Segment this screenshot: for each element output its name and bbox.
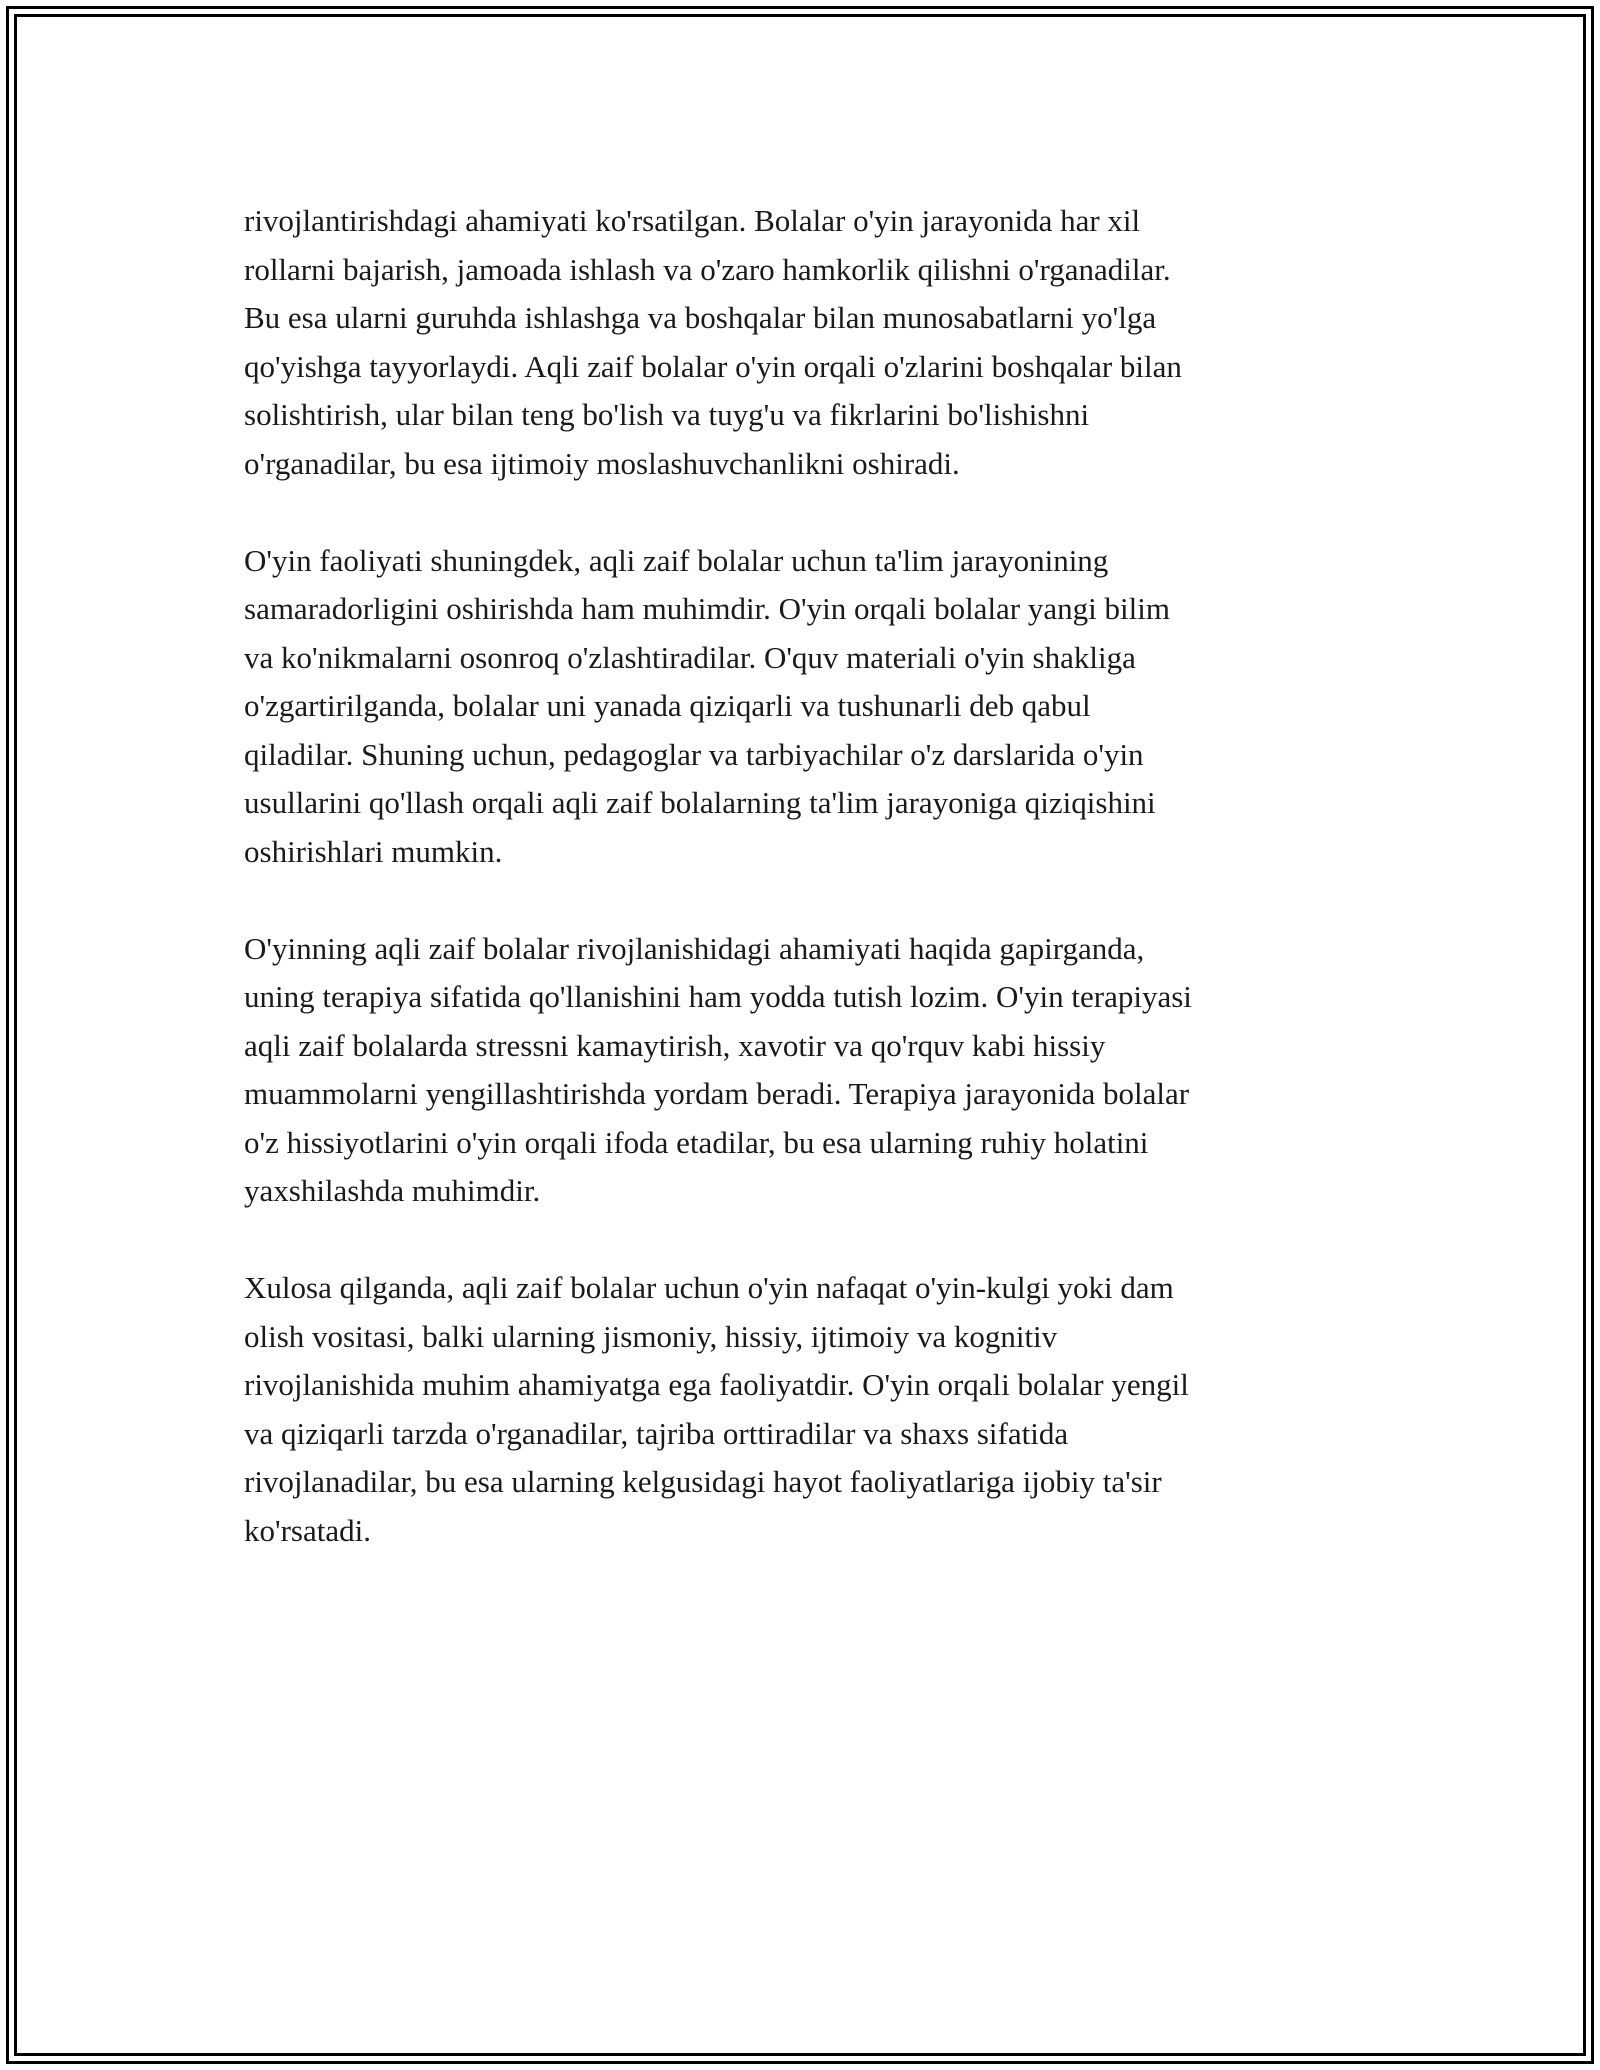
paragraph-3: O'yinning aqli zaif bolalar rivojlanishidagi ahamiyati haqida gapirganda, uning terapiya sifatida qo'llanishini ham yodda tutish lozim. O'yin terapiyasi aqli zaif bolalarda stressni kamaytirish, xavotir va qo'rquv kabi hissiy muammolarni yengillashtirishda yordam beradi. Terapiya jarayonida bolalar o'z hissiyotlarini o'yin orqali ifoda etadilar, bu esa ularning ruhiy holatini yaxshilashda muhimdir.: [244, 930, 1192, 1208]
paragraph-1: rivojlantirishdagi ahamiyati ko'rsatilgan. Bolalar o'yin jarayonida har xil rollarni bajarish, jamoada ishlash va o'zaro hamkorlik qilishni o'rganadilar. Bu esa ularni guruhda ishlashga va boshqalar bilan munosabatlarni yo'lga qo'yishga tayyorlaydi. Aqli zaif bolalar o'yin orqali o'zlarini boshqalar bilan solishtirish, ular bilan teng bo'lish va tuyg'u va fikrlarini bo'lishishni o'rganadilar, bu esa ijtimoiy moslashuvchanlikni oshiradi.: [244, 203, 1182, 481]
paragraph-2: O'yin faoliyati shuningdek, aqli zaif bolalar uchun ta'lim jarayonining samaradorligini oshirishda ham muhimdir. O'yin orqali bolalar yangi bilim va ko'nikmalarni osonroq o'zlashtiradilar. O'quv materiali o'yin shakliga o'zgartirilganda, bolalar uni yanada qiziqarli va tushunarli deb qabul qiladilar. Shuning uchun, pedagoglar va tarbiyachilar o'z darslarida o'yin usullarini qo'llash orqali aqli zaif bolalarning ta'lim jarayoniga qiziqishini oshirishlari mumkin.: [244, 542, 1170, 869]
paragraph-4: Xulosa qilganda, aqli zaif bolalar uchun o'yin nafaqat o'yin-kulgi yoki dam olish vositasi, balki ularning jismoniy, hissiy, ijtimoiy va kognitiv rivojlanishida muhim ahamiyatga ega faoliyatdir. O'yin orqali bolalar yengil va qiziqarli tarzda o'rganadilar, tajriba orttiradilar va shaxs sifatida rivojlanadilar, bu esa ularning kelgusidagi hayot faoliyatlariga ijobiy ta'sir ko'rsatadi.: [244, 1270, 1189, 1548]
page-frame: [6, 6, 1594, 2064]
page-body: [244, 197, 1384, 1604]
